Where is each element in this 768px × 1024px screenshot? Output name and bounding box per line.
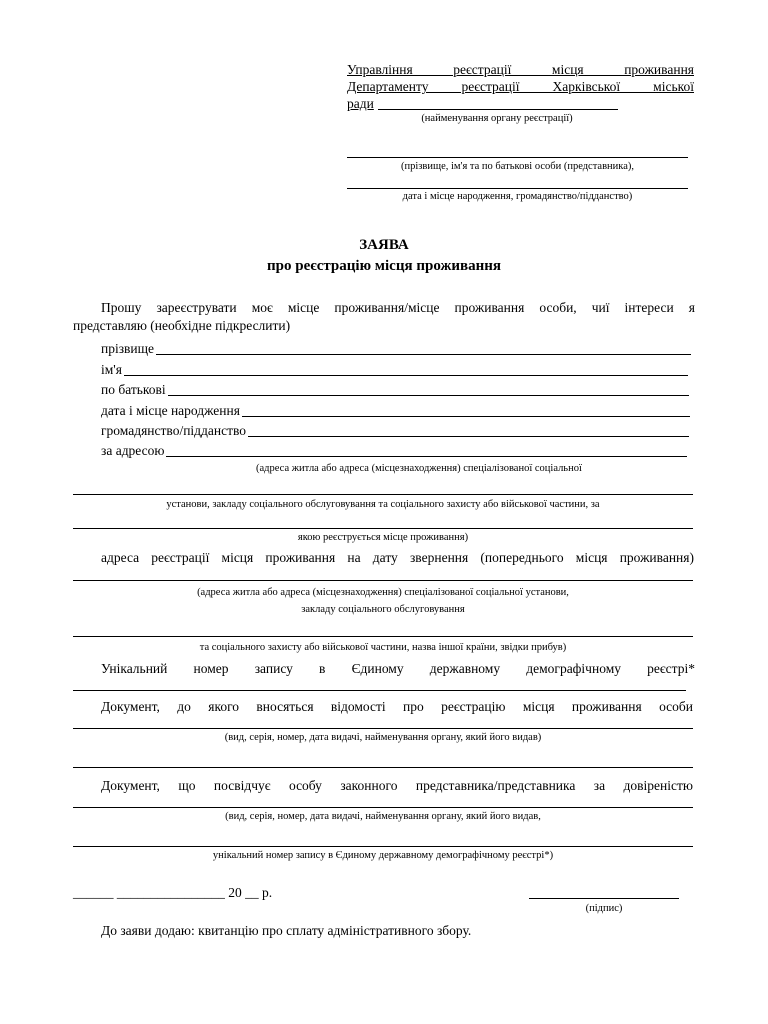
representative-caption-1: (вид, серія, номер, дата видачі, найменування органу, який його видав, (225, 811, 541, 822)
previous-address-line-1[interactable] (73, 580, 693, 581)
unique-number-field[interactable] (73, 690, 686, 691)
person-name-line[interactable] (347, 157, 688, 158)
patronymic-label: по батькові (101, 382, 166, 397)
document-title: ЗАЯВА (359, 237, 409, 253)
birth-citizenship-line[interactable] (347, 188, 688, 189)
intro-line-1: Прошу зареєструвати моє місце проживання/місце проживання особи, чиї інтереси я (101, 300, 695, 315)
intro-line-2: представляю (необхідне підкреслити) (73, 318, 291, 333)
citizenship-label: громадянство/підданство (101, 423, 247, 438)
signature-field[interactable] (529, 898, 679, 899)
previous-address-label: адреса реєстрації місця проживання на дату звернення (попереднього місця проживання) (101, 550, 694, 565)
signature-caption: (підпис) (585, 903, 623, 914)
attachment-text: До заяви додаю: квитанцію про сплату адміністративного збору. (101, 923, 472, 938)
document-field-2[interactable] (73, 767, 693, 768)
address-caption-2: установи, закладу соціального обслуговування та соціального захисту або військової частини, за (166, 499, 600, 510)
document-subtitle: про реєстрацію місця проживання (267, 258, 501, 274)
unique-number-label: Унікальний номер запису в Єдиному державному демографічному реєстрі* (101, 661, 695, 676)
previous-address-caption-3: та соціального захисту або військової частини, назва іншої країни, звідки прибув) (199, 642, 567, 653)
representative-field[interactable] (73, 807, 693, 808)
previous-address-line-2[interactable] (73, 636, 693, 637)
representative-caption-2: унікальний номер запису в Єдиному державному демографічному реєстрі*) (212, 850, 554, 861)
authority-line-2: Департаменту реєстрації Харківської міської (347, 79, 694, 94)
address-continuation-line-2[interactable] (73, 528, 693, 529)
address-field[interactable] (101, 456, 687, 457)
representative-field-2[interactable] (73, 846, 693, 847)
birth-caption: дата і місце народження, громадянство/підданство) (402, 191, 633, 202)
authority-line-3-blank[interactable] (378, 109, 618, 110)
representative-label: Документ, що посвідчує особу законного представника/представника за довіреністю (101, 778, 693, 793)
address-label: за адресою (101, 443, 165, 458)
name-field[interactable] (101, 375, 688, 376)
address-continuation-line-1[interactable] (73, 494, 693, 495)
patronymic-field[interactable] (101, 395, 689, 396)
birth-label: дата і місце народження (101, 403, 240, 418)
address-caption-3: якою реєструється місце проживання) (297, 532, 469, 543)
authority-caption: (найменування органу реєстрації) (421, 113, 573, 124)
authority-line-3: ради (347, 96, 374, 111)
address-caption-1: (адреса житла або адреса (місцезнаходження) спеціалізованої соціальної (256, 463, 582, 474)
authority-line-1: Управління реєстрації місця проживання (347, 62, 694, 77)
date-field[interactable]: ______ ________________ 20 __ р. (73, 885, 273, 900)
document-field[interactable] (73, 728, 693, 729)
surname-field[interactable] (101, 354, 691, 355)
document-caption: (вид, серія, номер, дата видачі, найменування органу, який його видав) (224, 732, 542, 743)
person-caption: (прізвище, ім'я та по батькові особи (представника), (400, 161, 635, 172)
surname-label: прізвище (101, 341, 155, 356)
previous-address-caption-2: закладу соціального обслуговування (301, 604, 465, 615)
name-label: ім'я (101, 362, 122, 377)
previous-address-caption-1: (адреса житла або адреса (місцезнаходження) спеціалізованої соціальної установи, (197, 587, 569, 598)
document-label: Документ, до якого вносяться відомості про реєстрацію місця проживання особи (101, 699, 693, 714)
